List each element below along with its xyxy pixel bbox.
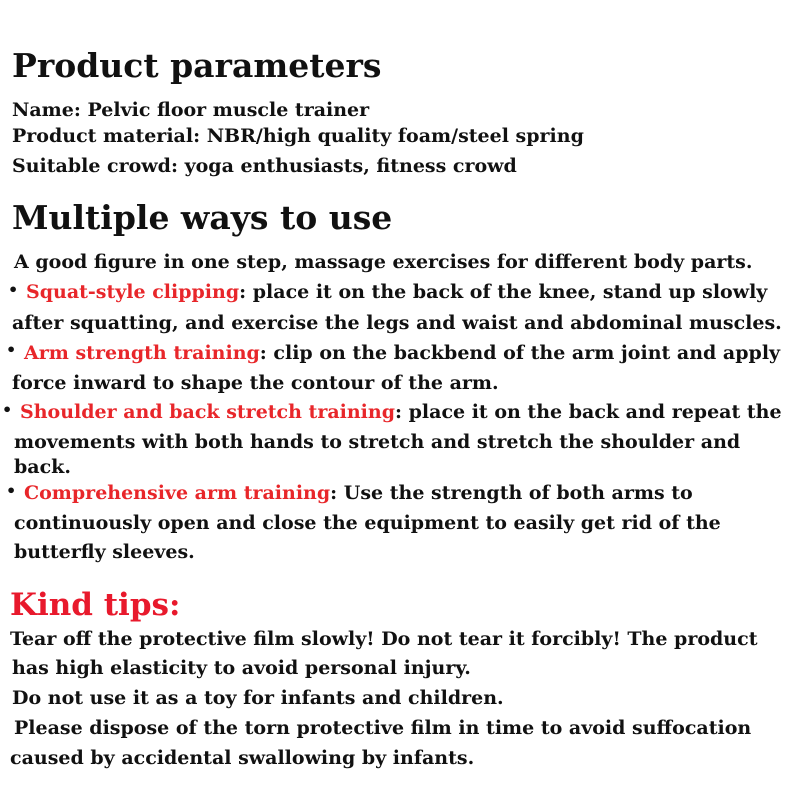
tips-line: Do not use it as a toy for infants and children. bbox=[12, 687, 504, 709]
bullet-icon: • bbox=[8, 280, 19, 299]
param-material-line: Product material: NBR/high quality foam/steel spring bbox=[12, 125, 584, 147]
usage-item-label: Squat-style clipping bbox=[26, 281, 240, 303]
usage-item-text: force inward to shape the contour of the arm. bbox=[12, 372, 499, 394]
usage-item-text: butterfly sleeves. bbox=[14, 541, 195, 563]
usage-intro: A good figure in one step, massage exercises for different body parts. bbox=[14, 251, 753, 273]
usage-item-text: continuously open and close the equipment to easily get rid of the bbox=[14, 512, 721, 534]
usage-item-text: : place it on the back of the knee, stand up slowly bbox=[239, 281, 768, 303]
param-crowd-line: Suitable crowd: yoga enthusiasts, fitness crowd bbox=[12, 155, 517, 177]
param-name-line: Name: Pelvic floor muscle trainer bbox=[12, 99, 370, 121]
tips-line: caused by accidental swallowing by infants. bbox=[10, 747, 475, 769]
usage-item-label: Arm strength training bbox=[24, 342, 260, 364]
tips-title: Kind tips: bbox=[10, 587, 181, 623]
usage-item-label: Comprehensive arm training bbox=[24, 482, 331, 504]
tips-line: Tear off the protective film slowly! Do not tear it forcibly! The product bbox=[10, 628, 758, 650]
usage-item-comprehensive-arm bbox=[24, 481, 693, 505]
tips-line: Please dispose of the torn protective film in time to avoid suffocation bbox=[14, 717, 752, 739]
usage-title: Multiple ways to use bbox=[12, 198, 393, 237]
bullet-icon: • bbox=[6, 340, 17, 359]
bullet-icon: • bbox=[2, 400, 13, 419]
usage-item-text: : Use the strength of both arms to bbox=[330, 482, 693, 504]
usage-item-text: : place it on the back and repeat the bbox=[395, 401, 782, 423]
usage-item-text: back. bbox=[14, 456, 71, 478]
usage-item-text: movements with both hands to stretch and stretch the shoulder and bbox=[14, 431, 741, 453]
usage-item-label: Shoulder and back stretch training bbox=[20, 401, 395, 423]
tips-line: has high elasticity to avoid personal injury. bbox=[12, 657, 471, 679]
usage-item-text: after squatting, and exercise the legs and waist and abdominal muscles. bbox=[12, 312, 782, 334]
bullet-icon: • bbox=[6, 481, 17, 500]
usage-item-arm-strength bbox=[24, 341, 780, 365]
usage-item-text: : clip on the backbend of the arm joint and apply bbox=[259, 342, 781, 364]
params-title: Product parameters bbox=[12, 46, 382, 85]
usage-item-squat bbox=[26, 280, 767, 304]
usage-item-shoulder-back bbox=[20, 400, 782, 424]
